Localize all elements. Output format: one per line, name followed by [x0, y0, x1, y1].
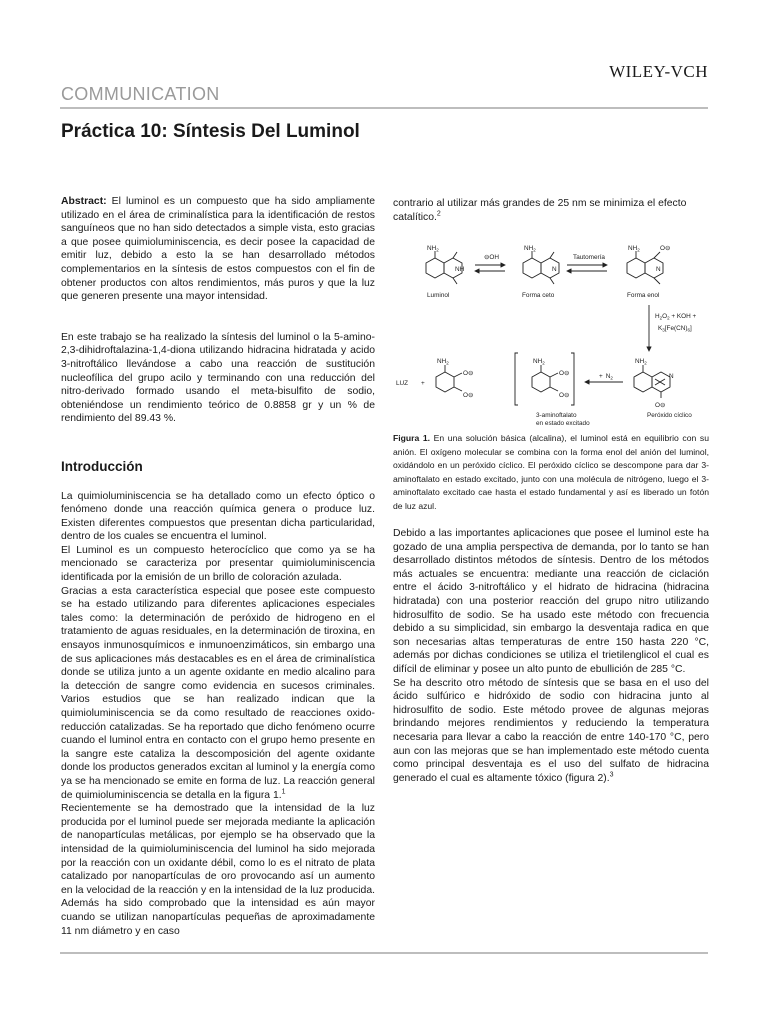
hydroxide-label: ⊖OH [484, 254, 499, 261]
aminoftalato-label-1: 3-aminoftalato [536, 412, 577, 419]
intro-heading: Introducción [61, 458, 143, 474]
product-o-upper-label: O⊖ [463, 370, 474, 377]
tautomeria-label: Tautomería [573, 254, 605, 261]
peroxide-o-label: O⊖ [655, 402, 666, 409]
intro-paragraph-3-text: Gracias a esta característica especial que posee este compuesto se ha estado utilizando para diferentes aplicaciones especiales tales como: la determinación de peróxido de hidrogeno en el tratamiento de aguas residuales, en la determinación de tiroxina, en ensayos inmunosquímicos e inmunoenzimáticos, sin embargo una de sus aplicaciones más destacables es en el área de criminalística donde se utiliza junto a un agente oxidante en medio alcalino para la detección de sangre como evidencia en sucesos criminales. Varios estudios que se han realizado indican que la quimioluminiscencia se da como resultado de reacciones oxido-reducción catalizadas. Se ha reportado que dicho fenómeno ocurre cuando el luminol entra en contacto con el grupo hemo presente en la sangre este cataliza la descomposición del agente oxidante donde los productos generados excitan al luminol y la energía como ya se ha mencionado se emite en forma de luz. La reacción general de quimioluminiscencia se detalla en la figura 1. [61, 585, 375, 801]
peroxide-n-label: N [669, 373, 674, 380]
abstract-label: Abstract: [61, 196, 107, 207]
luminol-label: Luminol [427, 292, 450, 299]
intro-paragraph-2: El Luminol es un compuesto heterocíclico que como ya se ha mencionado se caracteriza por presentar quimioluminiscencia identificada por la emisión de un brillo de coloración azulada. [61, 544, 375, 584]
enol-n-label: N [656, 266, 661, 273]
footer-rule [60, 952, 708, 954]
aminophthalate-o-upper-label: O⊖ [559, 370, 570, 377]
aminophthalate-nh2-label: $NH_2$ [533, 358, 545, 366]
intro-paragraph-4: Recientemente se ha demostrado que la intensidad de la luz producida por el luminol puede ser mejorada mediante la aplicación de nanopartículas metálicas, por ejemplo se ha observado que la intensidad de la quimioluminiscencia del luminol ha sido mejorada por la reacción con un oxidante débil, como lo es el nitrato de plata catalizado por nanopartículas de oro provocando así un aumento en la velocidad de la reacción y en la intensidad de la luz producida. Además ha sido comprobado que la intensidad es aún mayor cuando se utilizan nanopartículas pequeñas de aproximadamente 11 nm diámetro y en caso [61, 803, 375, 937]
luminol-nh2-label: $NH_2$ [427, 245, 439, 253]
forma-enol-label: Forma enol [627, 292, 660, 299]
peroxide-nh2-label: $NH_2$ [635, 358, 647, 366]
reagents-line-2: $K_3[Fe(CN)_6]$ [658, 325, 692, 333]
enol-o-label: O⊖ [660, 245, 671, 252]
figure-caption-text: En una solución básica (alcalina), el luminol está en equilibrio con su anión. El oxígeno molecular se combina con la forma enol del anión del luminol, oxidándolo en un peróxido cíclico. El peróxido cíclico se descompone para dar 3-aminoftalato en estado excitado, junto con una molécula de nitrógeno, luego el 3-aminoftalato excitado cae hasta el estado fundamental y así es liberado un fotón de luz azul. [393, 433, 709, 511]
section-label: COMMUNICATION [61, 84, 220, 104]
right-column-continuation [393, 197, 709, 224]
nitrogen-label: + $N_2$ [599, 373, 613, 381]
intro-paragraph-4-continued [393, 197, 709, 224]
keto-n-label: N [552, 266, 557, 273]
citation-ref: 2 [436, 210, 441, 218]
citation-ref: 3 [609, 771, 614, 779]
intro-paragraph-3 [61, 585, 375, 803]
figure-caption-label: Figura 1. [393, 433, 431, 443]
cyclic-peroxide-structure [634, 365, 670, 398]
methods-paragraph-1: Debido a las importantes aplicaciones que posee el luminol este ha gozado de una amplia perspectiva de demanda, por lo tanto se han desarrollado distintos métodos de síntesis. Dentro de los métodos más actuales se encuentra: mediante una reacción de ciclación entre el ácido 3-nitroftálico y el hidrato de hidracina (hidracina hidratada) con una posterior reacción del grupo nitro utilizando hidrosulfito de sodio. Se ha usado este método con frecuencia debido a su simplicidad, sin embargo la desventaja radica en que son necesarias altas temperaturas de entre 150 hasta 220 °C, además por dichas condiciones se utiliza el trietilenglicol el cual es difícil de eliminar y posee un alto punto de ebullición de 285 °C. [393, 528, 709, 675]
citation-ref: 1 [281, 788, 286, 796]
luminol-nh-label: NH [455, 266, 465, 273]
intro-paragraph-4-cont-text: contrario al utilizar más grandes de 25 nm se minimiza el efecto catalítico. [393, 198, 687, 223]
luz-plus-label: + [421, 380, 425, 387]
product-o-lower-label: O⊖ [463, 392, 474, 399]
header-rule [60, 107, 708, 109]
abstract-summary: En este trabajo se ha realizado la síntesis del luminol o la 5-amino-2,3-dihidroftalazina-1,4-diona utilizando hidracina hidratada y acido 3-nitroftálico llevándose a cabo una reacción de sustitución nucleofílica del grupo acilo y terminando con una reducción del nitro-derivado formado usando el meta-bisulfito de sodio, obteniéndose un rendimiento teórico de 0.8858 gr y un % de rendimiento del 89.43 %. [61, 331, 375, 425]
product-nh2-label: $NH_2$ [437, 358, 449, 366]
luz-label: LUZ [396, 380, 409, 387]
aminophthalate-o-lower-label: O⊖ [559, 392, 570, 399]
left-column [61, 195, 375, 938]
methods-paragraph-2 [393, 677, 709, 786]
methods-paragraph-2-text: Se ha descrito otro método de síntesis que se basa en el uso del ácido sulfúrico e hidróxido de sodio con hidracina junto al hidrosulfito de sodio. Este método provee de algunas mejoras brindando mejores rendimientos y reduciendo la temperatura necesaria para llevar a cabo la reacción de entre 140-170 °C, pero aun con las mejoras que se han implementado este método cuenta como principal desventaja es el uso del sulfato de hidracina generado el cual es altamente tóxico (figura 2). [393, 677, 709, 784]
abstract-text: El luminol es un compuesto que ha sido ampliamente utilizado en el área de criminalística para la identificación de restos sanguíneos que no han sido detectados a simple vista, esto gracias a que posee quimioluminiscencia, es decir posee la capacidad de emitir luz, debido a esto la se han desarrollado métodos complementarios en la síntesis de estos compuestos con el fin de obtener productos con altos rendimientos, más puros y que la luz que generen presente una mayor intensidad. [61, 196, 375, 303]
page-title: Práctica 10: Síntesis Del Luminol [61, 121, 360, 142]
reagents-line-1: $H_2O_2$ + KOH + [655, 313, 697, 321]
abstract-paragraph [61, 195, 375, 304]
aminophthalate-structure [532, 365, 558, 392]
ground-state-product-structure [436, 365, 462, 392]
reaction-scheme-figure [393, 235, 711, 430]
aminoftalato-label-2: en estado excitado [536, 420, 590, 427]
left-bracket [515, 353, 518, 405]
forma-ceto-label: Forma ceto [522, 292, 555, 299]
right-column [393, 527, 709, 785]
intro-paragraph-1: La quimioluminiscencia se ha detallado como un efecto óptico o fenómeno donde una reacción química genera o produce luz. Existen diferentes compuestos que presentan dicha particularidad, dentro de los cuales se encuentra el luminol. [61, 490, 375, 543]
right-bracket [571, 353, 574, 405]
keto-nh2-label: $NH_2$ [524, 245, 536, 253]
peroxido-label: Peróxido cíclico [647, 412, 692, 419]
enol-nh2-label: $NH_2$ [628, 245, 640, 253]
figure-caption [393, 432, 709, 514]
publisher-logo: WILEY-VCH [609, 62, 708, 81]
